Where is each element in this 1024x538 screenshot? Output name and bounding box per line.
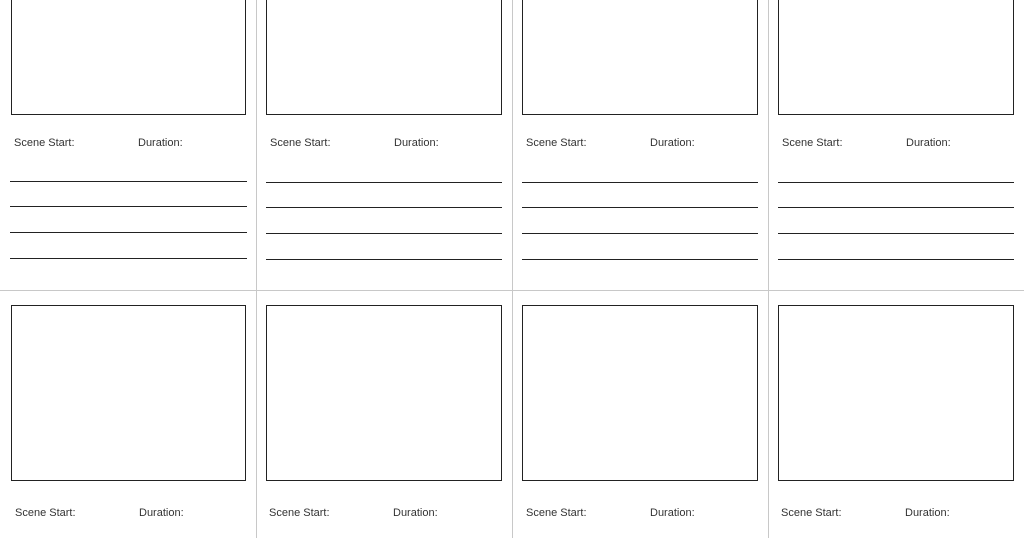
scene-start-label: Scene Start: (526, 137, 587, 149)
scene-start-label: Scene Start: (270, 137, 331, 149)
notes-line[interactable] (10, 232, 247, 233)
storyboard-panel-1 (0, 0, 256, 290)
scene-start-label: Scene Start: (781, 507, 842, 519)
scene-start-label: Scene Start: (15, 507, 76, 519)
notes-line[interactable] (778, 259, 1014, 260)
notes-line[interactable] (778, 233, 1014, 234)
notes-line[interactable] (266, 182, 502, 183)
notes-line[interactable] (522, 182, 758, 183)
storyboard-panel-8 (768, 291, 1024, 538)
sketch-frame[interactable] (778, 0, 1014, 115)
notes-line[interactable] (10, 206, 247, 207)
storyboard-panel-5 (0, 291, 256, 538)
duration-label: Duration: (393, 507, 438, 519)
storyboard-panel-2 (256, 0, 512, 290)
duration-label: Duration: (139, 507, 184, 519)
sketch-frame[interactable] (522, 305, 758, 481)
storyboard-panel-3 (512, 0, 768, 290)
duration-label: Duration: (394, 137, 439, 149)
duration-label: Duration: (905, 507, 950, 519)
storyboard-panel-4 (768, 0, 1024, 290)
duration-label: Duration: (138, 137, 183, 149)
notes-line[interactable] (266, 207, 502, 208)
sketch-frame[interactable] (522, 0, 758, 115)
notes-line[interactable] (10, 181, 247, 182)
sketch-frame[interactable] (266, 0, 502, 115)
sketch-frame[interactable] (11, 305, 246, 481)
sketch-frame[interactable] (778, 305, 1014, 481)
notes-line[interactable] (778, 207, 1014, 208)
duration-label: Duration: (650, 507, 695, 519)
sketch-frame[interactable] (266, 305, 502, 481)
duration-label: Duration: (650, 137, 695, 149)
scene-start-label: Scene Start: (526, 507, 587, 519)
notes-line[interactable] (10, 258, 247, 259)
notes-line[interactable] (778, 182, 1014, 183)
notes-line[interactable] (522, 233, 758, 234)
notes-line[interactable] (522, 259, 758, 260)
scene-start-label: Scene Start: (269, 507, 330, 519)
duration-label: Duration: (906, 137, 951, 149)
storyboard-panel-6 (256, 291, 512, 538)
scene-start-label: Scene Start: (14, 137, 75, 149)
scene-start-label: Scene Start: (782, 137, 843, 149)
notes-line[interactable] (266, 259, 502, 260)
notes-line[interactable] (266, 233, 502, 234)
sketch-frame[interactable] (11, 0, 246, 115)
notes-line[interactable] (522, 207, 758, 208)
storyboard-panel-7 (512, 291, 768, 538)
